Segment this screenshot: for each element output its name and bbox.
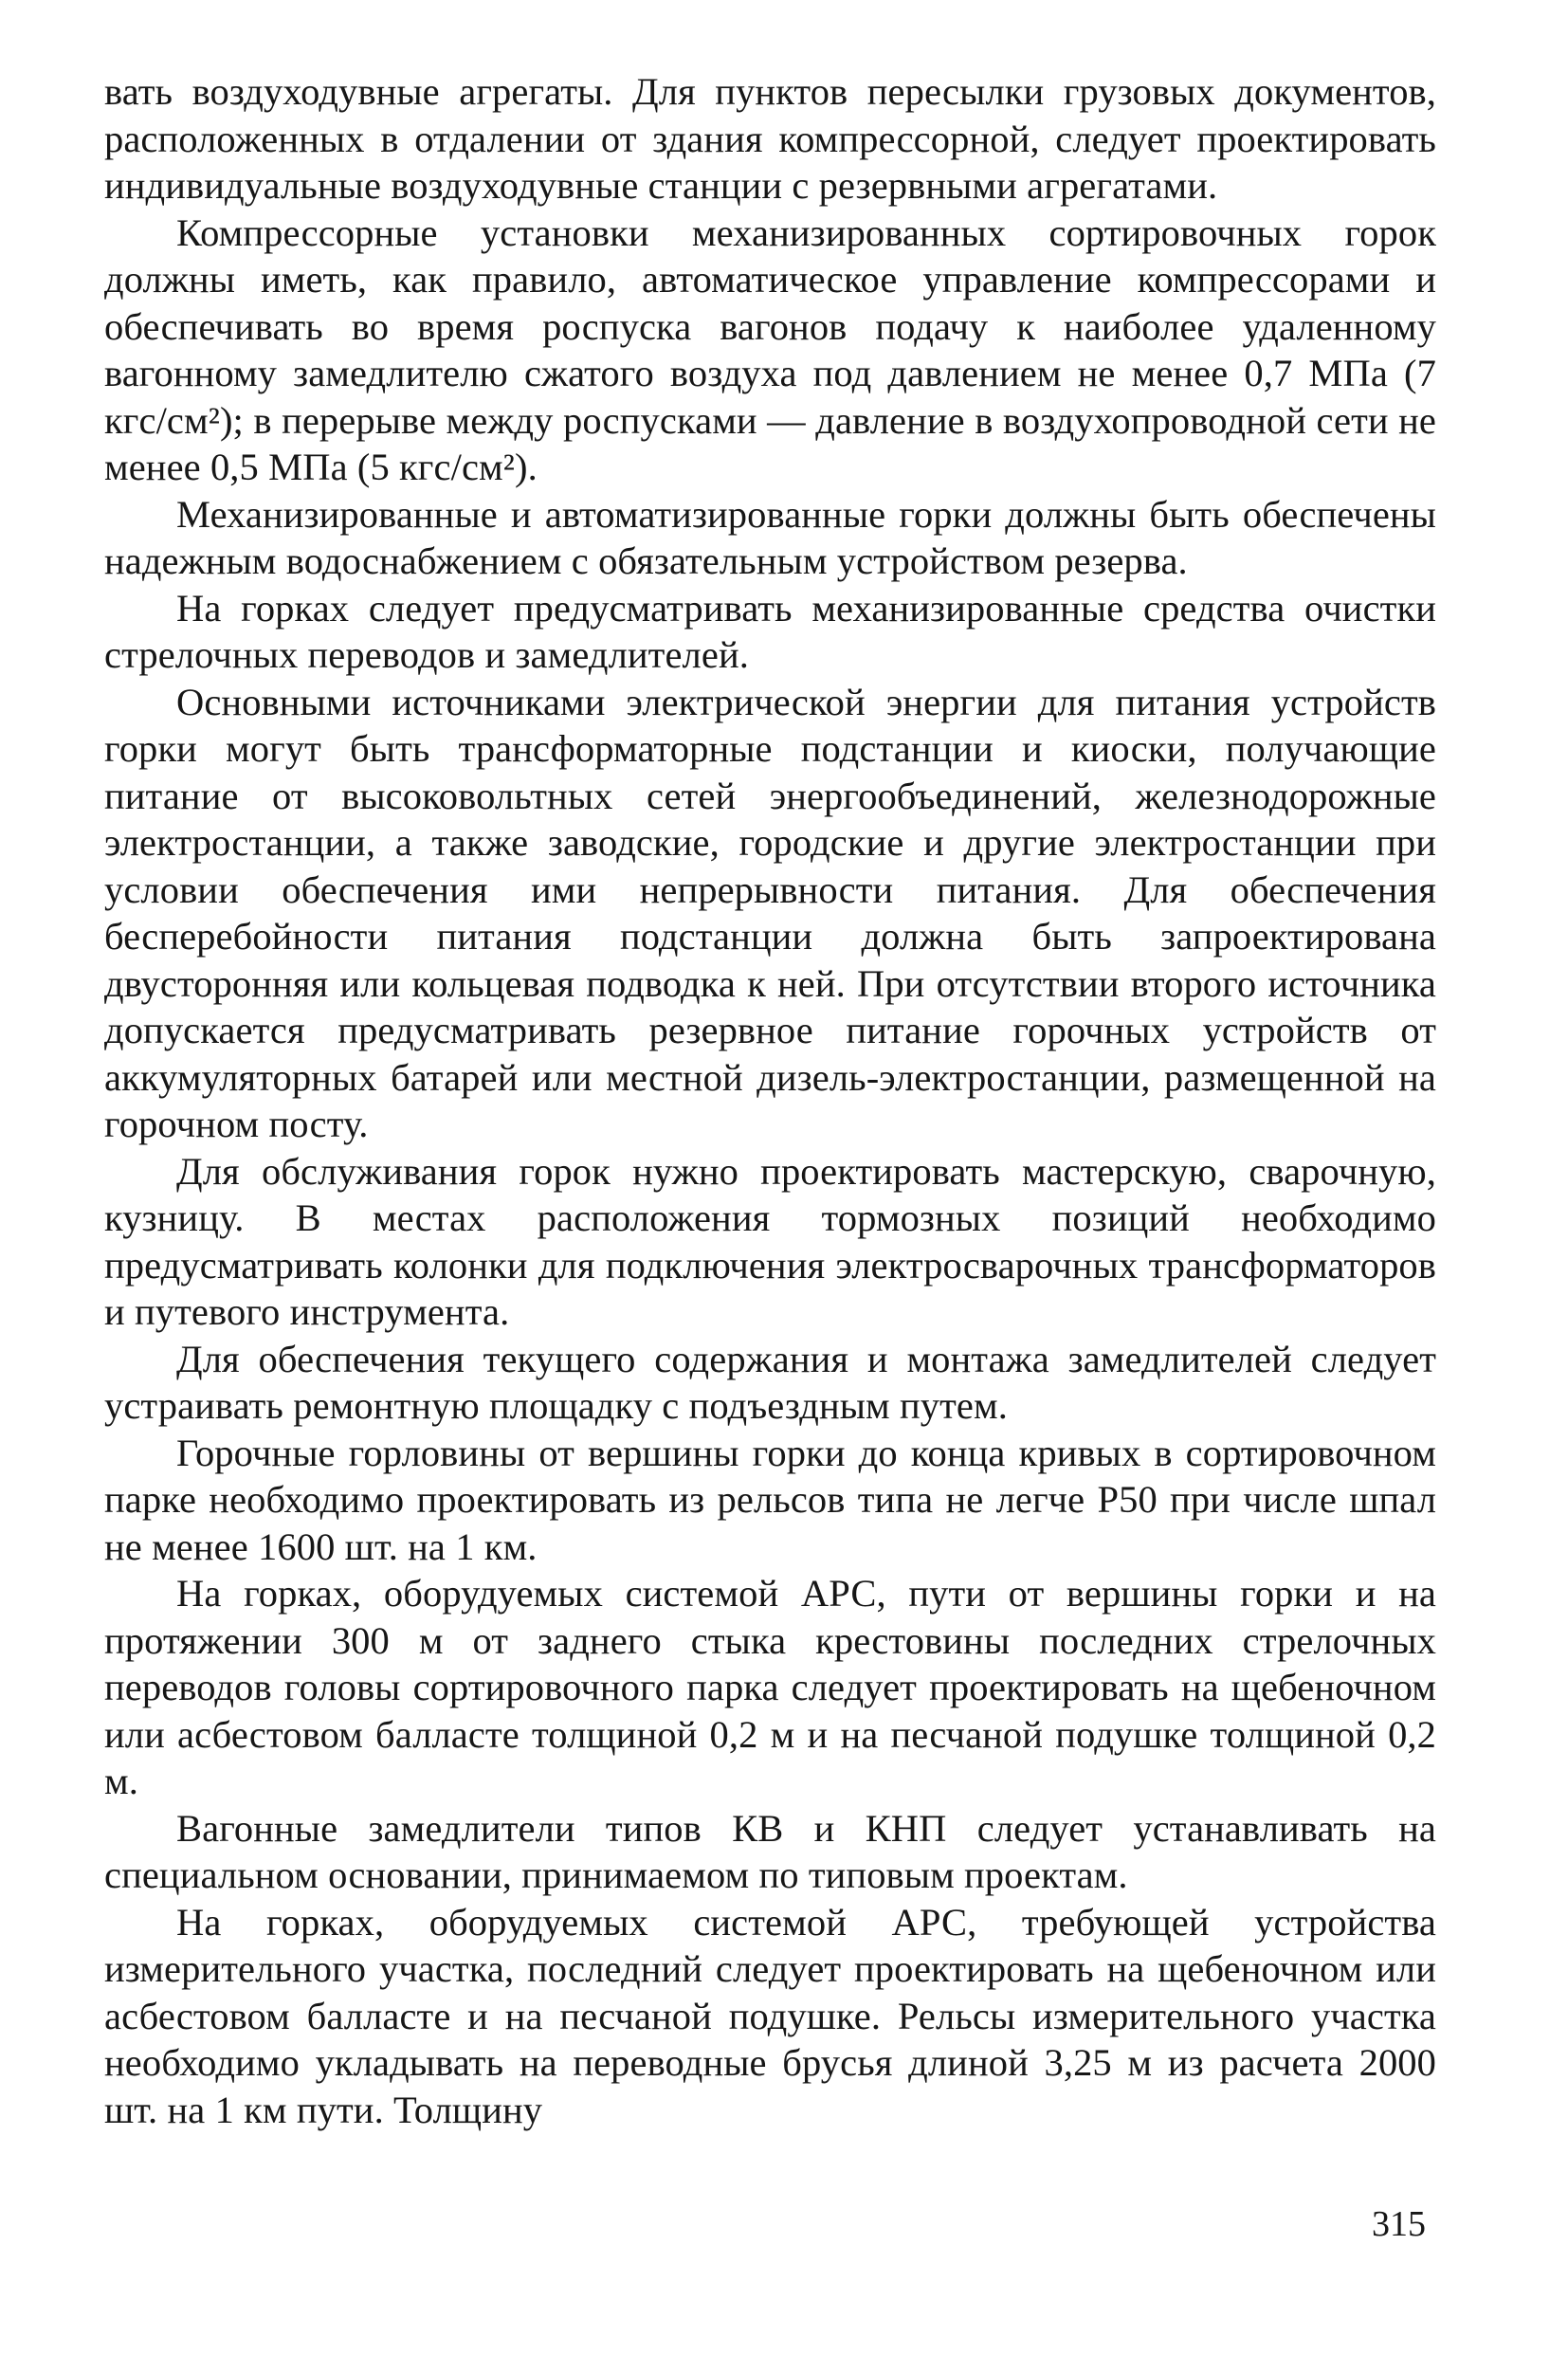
paragraph-4: На горках следует предусматривать механизированные средства очистки стрелочных переводов и замедлителей. bbox=[104, 586, 1436, 676]
page-number: 315 bbox=[1372, 2204, 1426, 2244]
paragraph-11: На горках, оборудуемых системой АРС, требующей устройства измерительного участка, последний следует проектировать на щебеночном или асбестовом балласте и на песчаной подушке. Рельсы измерительного участка необходимо укладывать на переводные брусья длиной 3,25 м из расчета 2000 шт. на 1 км пути. Толщину bbox=[104, 1900, 1436, 2131]
paragraph-7: Для обеспечения текущего содержания и монтажа замедлителей следует устраивать ремонтную площадку с подъездным путем. bbox=[104, 1337, 1436, 1427]
paragraph-2: Компрессорные установки механизированных сортировочных горок должны иметь, как правило, автоматическое управление компрессорами и обеспечивать во время роспуска вагонов подачу к наиболее удаленному вагонному замедлителю сжатого воздуха под давлением не менее 0,7 МПа (7 кгс/см²); в перерыве между роспусками — давление в воздухопроводной сети не менее 0,5 МПа (5 кгс/см²). bbox=[104, 210, 1436, 488]
page-body bbox=[104, 68, 1436, 2133]
paragraph-9: На горках, оборудуемых системой АРС, пути от вершины горки и на протяжении 300 м от заднего стыка крестовины последних стрелочных переводов головы сортировочного парка следует проектировать на щебеночном или асбестовом балласте толщиной 0,2 м и на песчаной подушке толщиной 0,2 м. bbox=[104, 1572, 1436, 1802]
paragraph-6: Для обслуживания горок нужно проектировать мастерскую, сварочную, кузницу. В местах расположения тормозных позиций необходимо предусматривать колонки для подключения электросварочных трансформаторов и путевого инструмента. bbox=[104, 1149, 1436, 1333]
paragraph-5: Основными источниками электрической энергии для питания устройств горки могут быть трансформаторные подстанции и киоски, получающие питание от высоковольтных сетей энергообъединений, железнодорожные электростанции, а также заводские, городские и другие электростанции при условии обеспечения ими непрерывности питания. Для обеспечения бесперебойности питания подстанции должна быть запроектирована двусторонняя или кольцевая подводка к ней. При отсутствии второго источника допускается предусматривать резервное питание горочных устройств от аккумуляторных батарей или местной дизель-электростанции, размещенной на горочном посту. bbox=[104, 680, 1436, 1145]
paragraph-8: Горочные горловины от вершины горки до конца кривых в сортировочном парке необходимо проектировать из рельсов типа не легче Р50 при числе шпал не менее 1600 шт. на 1 км. bbox=[104, 1431, 1436, 1568]
paragraph-3: Механизированные и автоматизированные горки должны быть обеспечены надежным водоснабжением с обязательным устройством резерва. bbox=[104, 492, 1436, 582]
paragraph-1: вать воздуходувные агрегаты. Для пунктов пересылки грузовых документов, расположенных в отдалении от здания компрессорной, следует проектировать индивидуальные воздуходувные станции с резервными агрегатами. bbox=[104, 70, 1436, 207]
paragraph-10: Вагонные замедлители типов КВ и КНП следует устанавливать на специальном основании, принимаемом по типовым проектам. bbox=[104, 1806, 1436, 1896]
